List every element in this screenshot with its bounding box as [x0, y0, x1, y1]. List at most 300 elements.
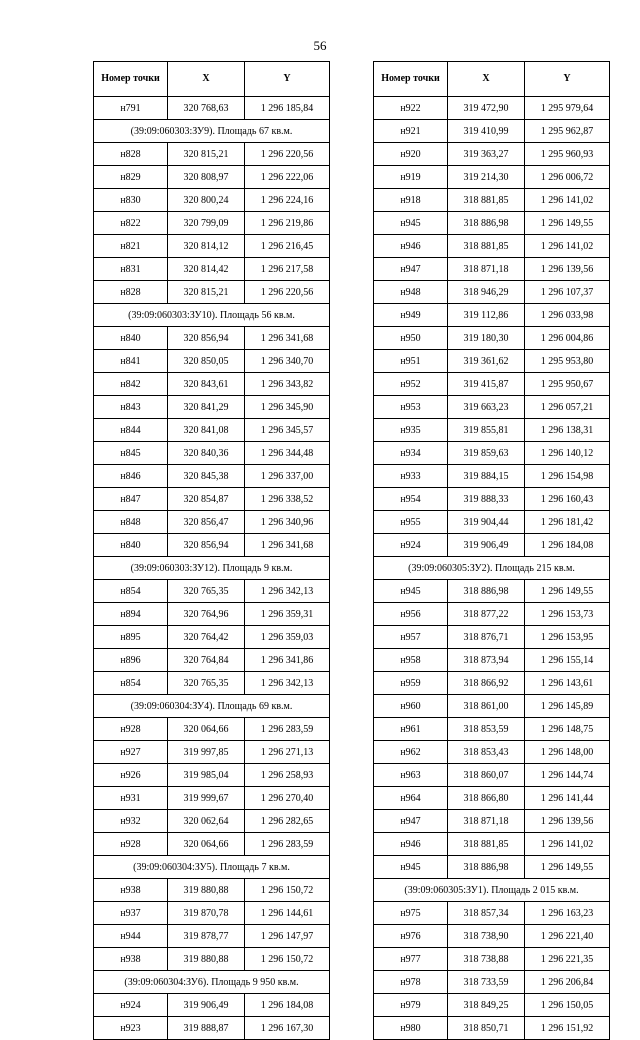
x-coordinate-cell: 318 860,07	[448, 764, 525, 787]
x-coordinate-cell: 319 859,63	[448, 442, 525, 465]
x-coordinate-cell: 318 853,59	[448, 718, 525, 741]
parcel-section-row	[94, 557, 330, 580]
y-coordinate-cell: 1 296 138,31	[525, 419, 610, 442]
point-number-cell: н938	[94, 879, 168, 902]
table-row	[374, 97, 610, 120]
x-coordinate-cell: 318 866,92	[448, 672, 525, 695]
table-row	[94, 764, 330, 787]
parcel-section-row	[94, 695, 330, 718]
x-coordinate-cell: 318 871,18	[448, 258, 525, 281]
x-coordinate-cell: 319 999,67	[168, 787, 245, 810]
table-row	[94, 97, 330, 120]
x-coordinate-cell: 320 764,42	[168, 626, 245, 649]
x-coordinate-cell: 318 849,25	[448, 994, 525, 1017]
y-coordinate-cell: 1 296 140,12	[525, 442, 610, 465]
y-coordinate-cell: 1 296 004,86	[525, 327, 610, 350]
point-number-cell: н821	[94, 235, 168, 258]
table-row	[374, 350, 610, 373]
x-coordinate-cell: 319 180,30	[448, 327, 525, 350]
x-coordinate-cell: 318 861,00	[448, 695, 525, 718]
table-row	[94, 235, 330, 258]
table-row	[374, 465, 610, 488]
point-number-cell: н842	[94, 373, 168, 396]
x-coordinate-cell: 318 738,90	[448, 925, 525, 948]
table-row	[374, 741, 610, 764]
point-number-cell: н979	[374, 994, 448, 1017]
point-number-cell: н963	[374, 764, 448, 787]
y-coordinate-cell: 1 296 220,56	[245, 143, 330, 166]
header-y: Y	[525, 62, 610, 97]
y-coordinate-cell: 1 296 359,31	[245, 603, 330, 626]
table-row	[94, 994, 330, 1017]
header-y: Y	[245, 62, 330, 97]
y-coordinate-cell: 1 296 160,43	[525, 488, 610, 511]
table-row	[374, 718, 610, 741]
table-header-row	[374, 62, 610, 97]
x-coordinate-cell: 320 808,97	[168, 166, 245, 189]
y-coordinate-cell: 1 296 150,05	[525, 994, 610, 1017]
y-coordinate-cell: 1 296 057,21	[525, 396, 610, 419]
y-coordinate-cell: 1 296 141,02	[525, 235, 610, 258]
x-coordinate-cell: 319 663,23	[448, 396, 525, 419]
point-number-cell: н955	[374, 511, 448, 534]
point-number-cell: н962	[374, 741, 448, 764]
x-coordinate-cell: 319 361,62	[448, 350, 525, 373]
parcel-caption: (39:09:060303:ЗУ10). Площадь 56 кв.м.	[94, 304, 330, 327]
y-coordinate-cell: 1 296 184,08	[245, 994, 330, 1017]
header-x: X	[168, 62, 245, 97]
header-point-number: Номер точки	[94, 62, 168, 97]
y-coordinate-cell: 1 296 342,13	[245, 580, 330, 603]
point-number-cell: н831	[94, 258, 168, 281]
point-number-cell: н937	[94, 902, 168, 925]
y-coordinate-cell: 1 296 337,00	[245, 465, 330, 488]
point-number-cell: н951	[374, 350, 448, 373]
x-coordinate-cell: 320 856,94	[168, 534, 245, 557]
y-coordinate-cell: 1 296 217,58	[245, 258, 330, 281]
point-number-cell: н954	[374, 488, 448, 511]
table-row	[374, 810, 610, 833]
table-row	[94, 258, 330, 281]
x-coordinate-cell: 318 850,71	[448, 1017, 525, 1040]
y-coordinate-cell: 1 296 345,90	[245, 396, 330, 419]
point-number-cell: н927	[94, 741, 168, 764]
table-row	[374, 396, 610, 419]
coordinates-table-right	[373, 61, 610, 1040]
table-row	[94, 902, 330, 925]
x-coordinate-cell: 319 112,86	[448, 304, 525, 327]
table-row	[94, 373, 330, 396]
x-coordinate-cell: 318 873,94	[448, 649, 525, 672]
table-row	[374, 948, 610, 971]
table-row	[94, 787, 330, 810]
x-coordinate-cell: 319 870,78	[168, 902, 245, 925]
point-number-cell: н945	[374, 580, 448, 603]
y-coordinate-cell: 1 296 219,86	[245, 212, 330, 235]
point-number-cell: н920	[374, 143, 448, 166]
y-coordinate-cell: 1 296 340,96	[245, 511, 330, 534]
x-coordinate-cell: 318 886,98	[448, 856, 525, 879]
y-coordinate-cell: 1 296 270,40	[245, 787, 330, 810]
y-coordinate-cell: 1 296 341,86	[245, 649, 330, 672]
x-coordinate-cell: 318 881,85	[448, 189, 525, 212]
y-coordinate-cell: 1 296 148,75	[525, 718, 610, 741]
table-row	[374, 442, 610, 465]
y-coordinate-cell: 1 296 149,55	[525, 212, 610, 235]
table-row	[94, 465, 330, 488]
point-number-cell: н918	[374, 189, 448, 212]
y-coordinate-cell: 1 296 184,08	[525, 534, 610, 557]
point-number-cell: н934	[374, 442, 448, 465]
table-row	[374, 373, 610, 396]
table-row	[94, 396, 330, 419]
y-coordinate-cell: 1 296 139,56	[525, 810, 610, 833]
x-coordinate-cell: 319 880,88	[168, 948, 245, 971]
point-number-cell: н921	[374, 120, 448, 143]
table-row	[374, 695, 610, 718]
y-coordinate-cell: 1 296 282,65	[245, 810, 330, 833]
parcel-section-row	[374, 557, 610, 580]
point-number-cell: н854	[94, 580, 168, 603]
table-row	[94, 534, 330, 557]
x-coordinate-cell: 318 733,59	[448, 971, 525, 994]
x-coordinate-cell: 320 064,66	[168, 718, 245, 741]
point-number-cell: н938	[94, 948, 168, 971]
y-coordinate-cell: 1 296 139,56	[525, 258, 610, 281]
table-row	[374, 626, 610, 649]
point-number-cell: н950	[374, 327, 448, 350]
y-coordinate-cell: 1 296 141,02	[525, 833, 610, 856]
x-coordinate-cell: 318 738,88	[448, 948, 525, 971]
x-coordinate-cell: 320 765,35	[168, 672, 245, 695]
parcel-caption: (39:09:060305:ЗУ1). Площадь 2 015 кв.м.	[374, 879, 610, 902]
table-row	[94, 810, 330, 833]
point-number-cell: н829	[94, 166, 168, 189]
point-number-cell: н946	[374, 833, 448, 856]
point-number-cell: н840	[94, 327, 168, 350]
x-coordinate-cell: 320 841,29	[168, 396, 245, 419]
table-row	[374, 787, 610, 810]
point-number-cell: н945	[374, 856, 448, 879]
parcel-section-row	[374, 879, 610, 902]
parcel-caption: (39:09:060304:ЗУ4). Площадь 69 кв.м.	[94, 695, 330, 718]
x-coordinate-cell: 319 214,30	[448, 166, 525, 189]
y-coordinate-cell: 1 296 341,68	[245, 534, 330, 557]
table-row	[94, 580, 330, 603]
y-coordinate-cell: 1 296 141,02	[525, 189, 610, 212]
x-coordinate-cell: 320 064,66	[168, 833, 245, 856]
table-row	[94, 166, 330, 189]
x-coordinate-cell: 319 997,85	[168, 741, 245, 764]
table-row	[374, 189, 610, 212]
table-row	[94, 511, 330, 534]
parcel-section-row	[94, 304, 330, 327]
parcel-caption: (39:09:060304:ЗУ5). Площадь 7 кв.м.	[94, 856, 330, 879]
parcel-section-row	[94, 120, 330, 143]
y-coordinate-cell: 1 295 979,64	[525, 97, 610, 120]
table-row	[374, 235, 610, 258]
table-row	[374, 212, 610, 235]
y-coordinate-cell: 1 296 153,73	[525, 603, 610, 626]
point-number-cell: н828	[94, 143, 168, 166]
x-coordinate-cell: 320 764,84	[168, 649, 245, 672]
y-coordinate-cell: 1 296 144,74	[525, 764, 610, 787]
point-number-cell: н895	[94, 626, 168, 649]
x-coordinate-cell: 319 855,81	[448, 419, 525, 442]
y-coordinate-cell: 1 296 107,37	[525, 281, 610, 304]
y-coordinate-cell: 1 296 283,59	[245, 833, 330, 856]
point-number-cell: н956	[374, 603, 448, 626]
table-row	[94, 603, 330, 626]
table-row	[94, 925, 330, 948]
x-coordinate-cell: 318 857,34	[448, 902, 525, 925]
point-number-cell: н977	[374, 948, 448, 971]
y-coordinate-cell: 1 296 258,93	[245, 764, 330, 787]
x-coordinate-cell: 320 764,96	[168, 603, 245, 626]
y-coordinate-cell: 1 296 271,13	[245, 741, 330, 764]
y-coordinate-cell: 1 296 345,57	[245, 419, 330, 442]
table-row	[374, 603, 610, 626]
table-row	[94, 741, 330, 764]
point-number-cell: н948	[374, 281, 448, 304]
point-number-cell: н976	[374, 925, 448, 948]
y-coordinate-cell: 1 296 141,44	[525, 787, 610, 810]
point-number-cell: н980	[374, 1017, 448, 1040]
table-row	[374, 580, 610, 603]
x-coordinate-cell: 319 415,87	[448, 373, 525, 396]
parcel-caption: (39:09:060303:ЗУ12). Площадь 9 кв.м.	[94, 557, 330, 580]
x-coordinate-cell: 318 876,71	[448, 626, 525, 649]
table-row	[374, 649, 610, 672]
point-number-cell: н828	[94, 281, 168, 304]
x-coordinate-cell: 319 906,49	[448, 534, 525, 557]
table-row	[94, 718, 330, 741]
y-coordinate-cell: 1 296 163,23	[525, 902, 610, 925]
point-number-cell: н947	[374, 258, 448, 281]
point-number-cell: н946	[374, 235, 448, 258]
parcel-section-row	[94, 971, 330, 994]
y-coordinate-cell: 1 296 222,06	[245, 166, 330, 189]
point-number-cell: н933	[374, 465, 448, 488]
y-coordinate-cell: 1 296 216,45	[245, 235, 330, 258]
table-row	[374, 971, 610, 994]
point-number-cell: н847	[94, 488, 168, 511]
parcel-caption: (39:09:060304:ЗУ6). Площадь 9 950 кв.м.	[94, 971, 330, 994]
x-coordinate-cell: 320 765,35	[168, 580, 245, 603]
x-coordinate-cell: 320 814,12	[168, 235, 245, 258]
x-coordinate-cell: 320 854,87	[168, 488, 245, 511]
table-body-left	[94, 97, 330, 1040]
y-coordinate-cell: 1 296 006,72	[525, 166, 610, 189]
point-number-cell: н975	[374, 902, 448, 925]
x-coordinate-cell: 320 768,63	[168, 97, 245, 120]
x-coordinate-cell: 320 815,21	[168, 143, 245, 166]
table-row	[94, 672, 330, 695]
parcel-caption: (39:09:060303:ЗУ9). Площадь 67 кв.м.	[94, 120, 330, 143]
table-header-row	[94, 62, 330, 97]
y-coordinate-cell: 1 296 181,42	[525, 511, 610, 534]
table-row	[94, 1017, 330, 1040]
x-coordinate-cell: 318 877,22	[448, 603, 525, 626]
table-body-right	[374, 97, 610, 1040]
x-coordinate-cell: 319 888,87	[168, 1017, 245, 1040]
table-row	[94, 189, 330, 212]
table-row	[374, 764, 610, 787]
table-row	[374, 143, 610, 166]
x-coordinate-cell: 318 853,43	[448, 741, 525, 764]
point-number-cell: н935	[374, 419, 448, 442]
table-row	[374, 925, 610, 948]
table-row	[374, 281, 610, 304]
y-coordinate-cell: 1 296 344,48	[245, 442, 330, 465]
point-number-cell: н896	[94, 649, 168, 672]
x-coordinate-cell: 318 886,98	[448, 580, 525, 603]
y-coordinate-cell: 1 296 148,00	[525, 741, 610, 764]
x-coordinate-cell: 320 850,05	[168, 350, 245, 373]
y-coordinate-cell: 1 296 150,72	[245, 879, 330, 902]
table-row	[374, 327, 610, 350]
point-number-cell: н958	[374, 649, 448, 672]
point-number-cell: н961	[374, 718, 448, 741]
point-number-cell: н931	[94, 787, 168, 810]
y-coordinate-cell: 1 296 185,84	[245, 97, 330, 120]
point-number-cell: н830	[94, 189, 168, 212]
table-row	[94, 212, 330, 235]
y-coordinate-cell: 1 296 224,16	[245, 189, 330, 212]
x-coordinate-cell: 320 841,08	[168, 419, 245, 442]
point-number-cell: н960	[374, 695, 448, 718]
x-coordinate-cell: 320 840,36	[168, 442, 245, 465]
y-coordinate-cell: 1 296 033,98	[525, 304, 610, 327]
y-coordinate-cell: 1 296 283,59	[245, 718, 330, 741]
table-row	[94, 442, 330, 465]
y-coordinate-cell: 1 295 950,67	[525, 373, 610, 396]
x-coordinate-cell: 320 814,42	[168, 258, 245, 281]
point-number-cell: н928	[94, 833, 168, 856]
y-coordinate-cell: 1 296 145,89	[525, 695, 610, 718]
table-row	[374, 672, 610, 695]
x-coordinate-cell: 318 946,29	[448, 281, 525, 304]
parcel-section-row	[94, 856, 330, 879]
y-coordinate-cell: 1 296 221,35	[525, 948, 610, 971]
y-coordinate-cell: 1 295 953,80	[525, 350, 610, 373]
y-coordinate-cell: 1 296 154,98	[525, 465, 610, 488]
point-number-cell: н924	[374, 534, 448, 557]
x-coordinate-cell: 320 856,94	[168, 327, 245, 350]
table-row	[94, 488, 330, 511]
y-coordinate-cell: 1 296 359,03	[245, 626, 330, 649]
point-number-cell: н932	[94, 810, 168, 833]
x-coordinate-cell: 319 985,04	[168, 764, 245, 787]
point-number-cell: н922	[374, 97, 448, 120]
table-row	[374, 120, 610, 143]
y-coordinate-cell: 1 296 149,55	[525, 580, 610, 603]
point-number-cell: н923	[94, 1017, 168, 1040]
header-x: X	[448, 62, 525, 97]
point-number-cell: н959	[374, 672, 448, 695]
y-coordinate-cell: 1 296 340,70	[245, 350, 330, 373]
y-coordinate-cell: 1 296 343,82	[245, 373, 330, 396]
point-number-cell: н964	[374, 787, 448, 810]
y-coordinate-cell: 1 296 155,14	[525, 649, 610, 672]
point-number-cell: н919	[374, 166, 448, 189]
point-number-cell: н822	[94, 212, 168, 235]
parcel-caption: (39:09:060305:ЗУ2). Площадь 215 кв.м.	[374, 557, 610, 580]
table-row	[94, 143, 330, 166]
header-point-number: Номер точки	[374, 62, 448, 97]
y-coordinate-cell: 1 296 206,84	[525, 971, 610, 994]
x-coordinate-cell: 320 843,61	[168, 373, 245, 396]
table-row	[374, 856, 610, 879]
x-coordinate-cell: 319 906,49	[168, 994, 245, 1017]
table-row	[94, 948, 330, 971]
table-row	[94, 833, 330, 856]
table-row	[94, 626, 330, 649]
point-number-cell: н957	[374, 626, 448, 649]
x-coordinate-cell: 320 815,21	[168, 281, 245, 304]
point-number-cell: н854	[94, 672, 168, 695]
y-coordinate-cell: 1 295 962,87	[525, 120, 610, 143]
point-number-cell: н952	[374, 373, 448, 396]
x-coordinate-cell: 318 866,80	[448, 787, 525, 810]
table-row	[94, 649, 330, 672]
table-row	[374, 488, 610, 511]
table-row	[94, 879, 330, 902]
y-coordinate-cell: 1 296 143,61	[525, 672, 610, 695]
point-number-cell: н944	[94, 925, 168, 948]
y-coordinate-cell: 1 296 149,55	[525, 856, 610, 879]
point-number-cell: н924	[94, 994, 168, 1017]
point-number-cell: н945	[374, 212, 448, 235]
y-coordinate-cell: 1 296 147,97	[245, 925, 330, 948]
x-coordinate-cell: 319 472,90	[448, 97, 525, 120]
y-coordinate-cell: 1 296 342,13	[245, 672, 330, 695]
y-coordinate-cell: 1 296 151,92	[525, 1017, 610, 1040]
point-number-cell: н846	[94, 465, 168, 488]
table-row	[374, 304, 610, 327]
x-coordinate-cell: 318 881,85	[448, 833, 525, 856]
point-number-cell: н845	[94, 442, 168, 465]
x-coordinate-cell: 319 884,15	[448, 465, 525, 488]
point-number-cell: н843	[94, 396, 168, 419]
x-coordinate-cell: 319 878,77	[168, 925, 245, 948]
table-row	[374, 258, 610, 281]
y-coordinate-cell: 1 296 221,40	[525, 925, 610, 948]
point-number-cell: н949	[374, 304, 448, 327]
x-coordinate-cell: 318 871,18	[448, 810, 525, 833]
point-number-cell: н978	[374, 971, 448, 994]
table-row	[94, 350, 330, 373]
y-coordinate-cell: 1 296 150,72	[245, 948, 330, 971]
table-row	[374, 994, 610, 1017]
x-coordinate-cell: 319 363,27	[448, 143, 525, 166]
table-row	[94, 327, 330, 350]
table-row	[94, 419, 330, 442]
table-row	[374, 902, 610, 925]
point-number-cell: н844	[94, 419, 168, 442]
y-coordinate-cell: 1 296 341,68	[245, 327, 330, 350]
table-row	[94, 281, 330, 304]
point-number-cell: н926	[94, 764, 168, 787]
point-number-cell: н953	[374, 396, 448, 419]
y-coordinate-cell: 1 296 144,61	[245, 902, 330, 925]
x-coordinate-cell: 319 888,33	[448, 488, 525, 511]
table-row	[374, 511, 610, 534]
point-number-cell: н947	[374, 810, 448, 833]
point-number-cell: н894	[94, 603, 168, 626]
y-coordinate-cell: 1 296 153,95	[525, 626, 610, 649]
y-coordinate-cell: 1 296 338,52	[245, 488, 330, 511]
